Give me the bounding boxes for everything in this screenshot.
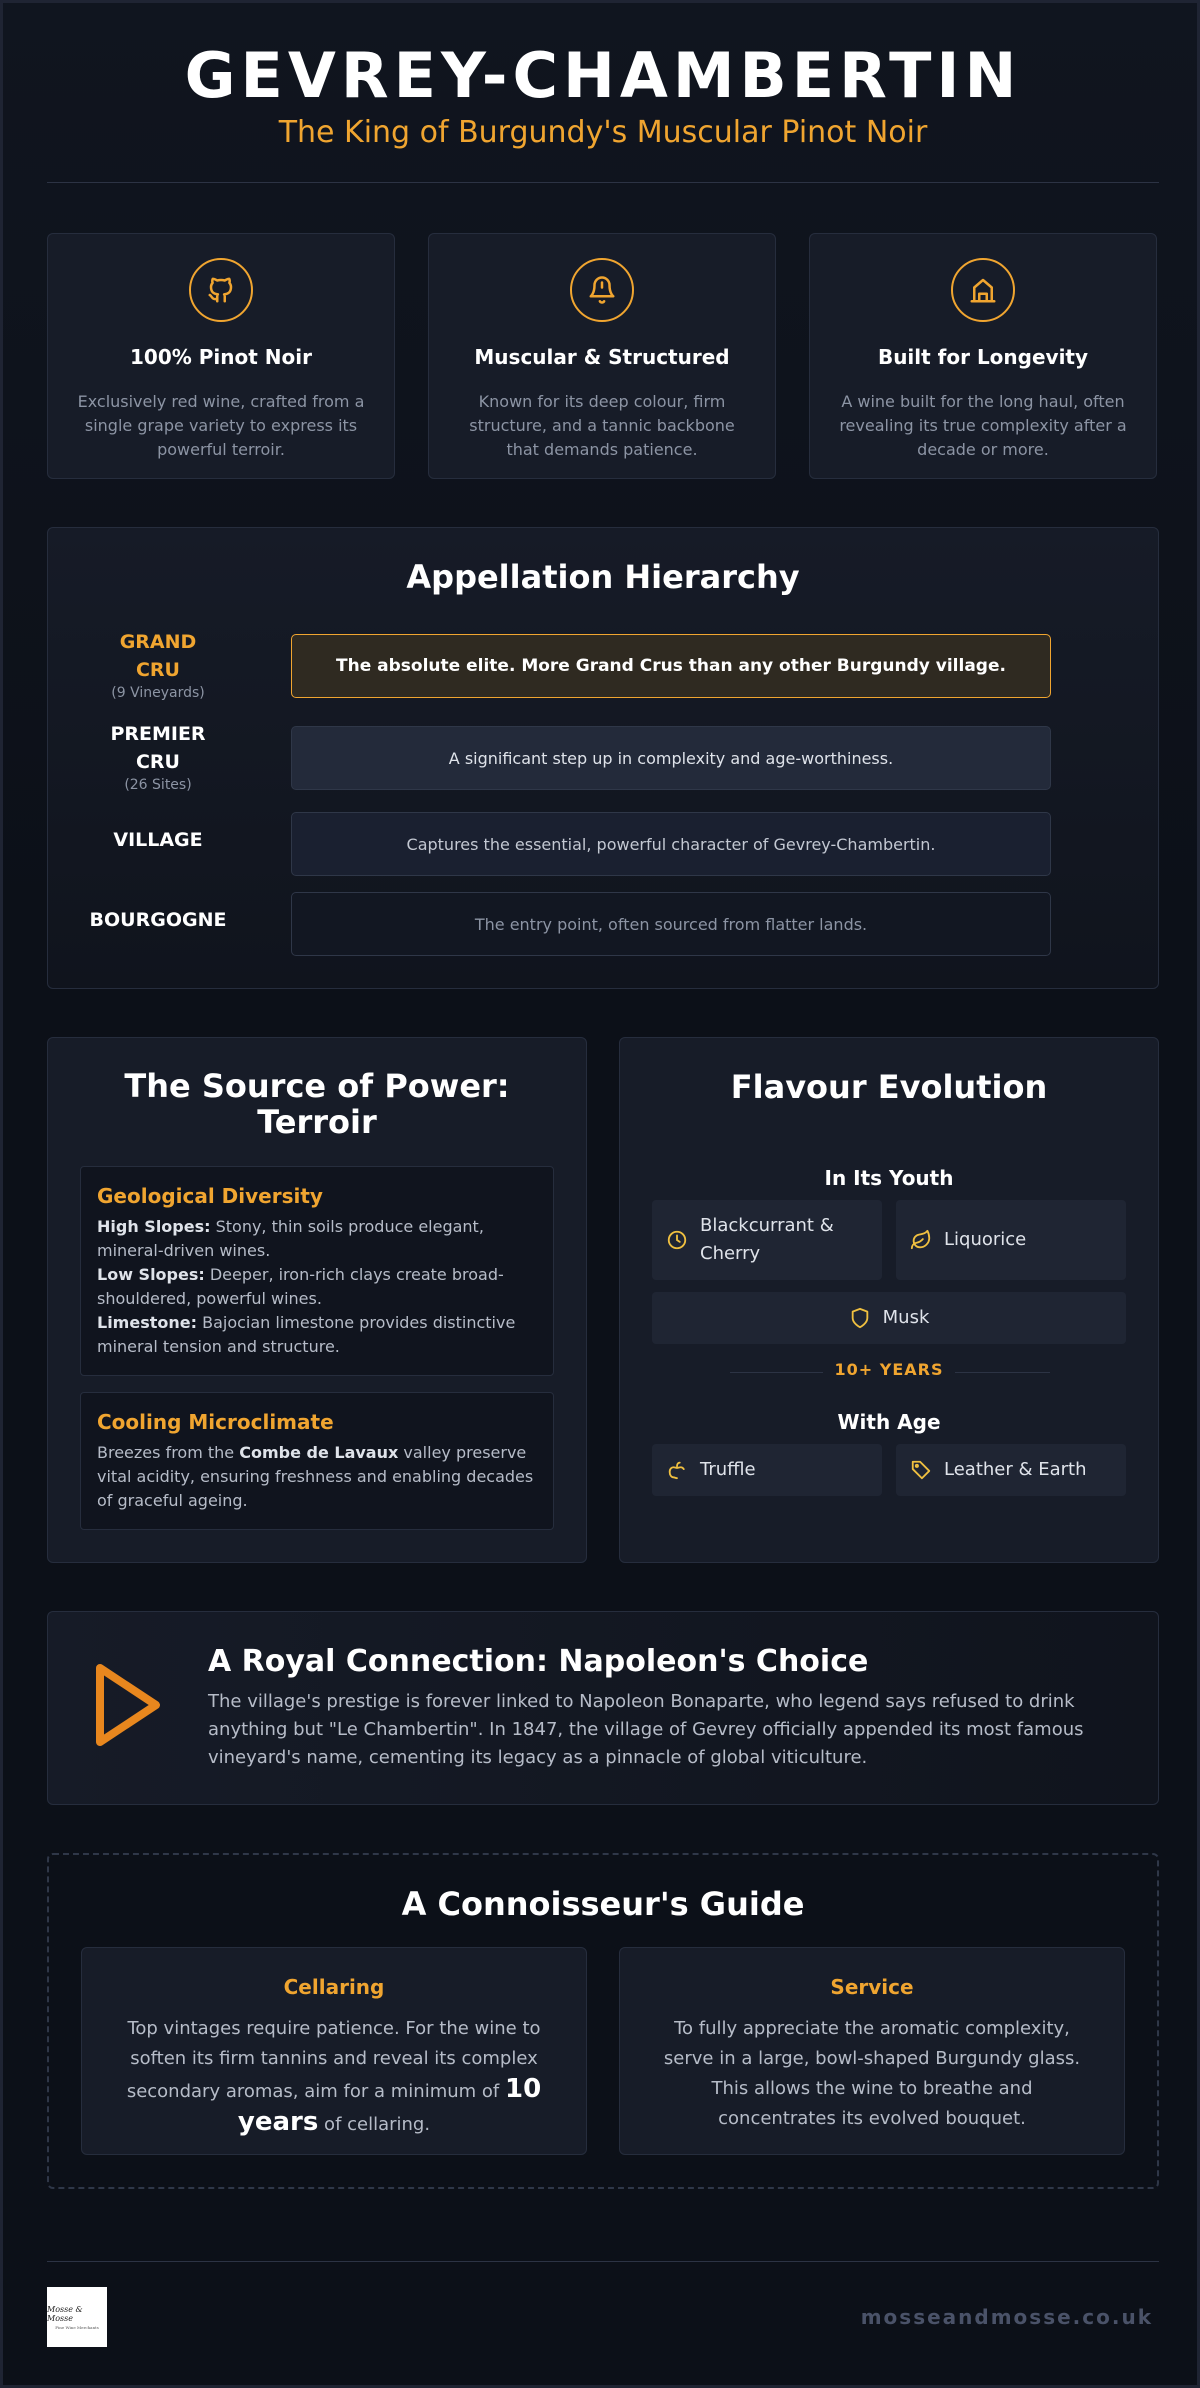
royal-panel — [47, 1611, 1159, 1805]
youth-heading: In Its Youth — [824, 1166, 954, 1190]
flavour-chip-leather: Leather & Earth — [896, 1444, 1126, 1496]
feature-title: Built for Longevity — [877, 345, 1089, 369]
guide-panel — [47, 1853, 1159, 2189]
leaf-icon — [910, 1229, 932, 1251]
feature-title: Muscular & Structured — [474, 345, 730, 369]
climate-title: Cooling Microclimate — [97, 1410, 334, 1434]
tier-box-village: Captures the essential, powerful character of Gevrey-Chambertin. — [291, 812, 1051, 876]
royal-title: A Royal Connection: Napoleon's Choice — [208, 1644, 869, 1679]
guide-title: A Connoisseur's Guide — [401, 1885, 805, 1923]
page-header — [3, 39, 1200, 151]
flavour-chip-truffle: Truffle — [652, 1444, 882, 1496]
page-subtitle: The King of Burgundy's Muscular Pinot Noir — [278, 115, 928, 150]
company-logo[interactable]: Mosse & Mosse Fine Wine Merchants — [47, 2287, 107, 2347]
cellaring-text: Top vintages require patience. For the wine to soften its firm tannins and reveal its complex secondary aromas, aim for a minimum of 10 years of cellaring. — [126, 2018, 542, 2137]
tier-box-grand-cru: The absolute elite. More Grand Crus than any other Burgundy village. — [291, 634, 1051, 698]
building-icon — [951, 258, 1015, 322]
feature-card-pinot — [47, 233, 395, 479]
tier-box-bourgogne: The entry point, often sourced from flatter lands. — [291, 892, 1051, 956]
geology-box — [80, 1166, 554, 1376]
geology-title: Geological Diversity — [97, 1184, 323, 1208]
tier-label-village: VILLAGE — [113, 829, 203, 851]
flavour-title: Flavour Evolution — [730, 1068, 1048, 1106]
terroir-title: The Source of Power: Terroir — [124, 1067, 510, 1141]
feature-text: A wine built for the long haul, often revealing its true complexity after a decade or more. — [839, 392, 1127, 459]
feature-text: Exclusively red wine, crafted from a single grape variety to express its powerful terroir. — [77, 392, 365, 459]
feature-title: 100% Pinot Noir — [130, 345, 312, 369]
flavour-chip-blackcurrant: Blackcurrant & Cherry — [652, 1200, 882, 1280]
page-title: GEVREY-CHAMBERTIN — [184, 39, 1022, 112]
flavour-chip-musk: Musk — [652, 1292, 1126, 1344]
website-link[interactable]: mosseandmosse.co.uk — [860, 2305, 1153, 2329]
feature-card-longevity — [809, 233, 1157, 479]
feature-card-structure — [428, 233, 776, 479]
cellaring-title: Cellaring — [283, 1975, 385, 1999]
climate-text: Breezes from the Combe de Lavaux valley preserve vital acidity, ensuring freshness and enabling decades of graceful ageing. — [97, 1443, 534, 1510]
clock-icon — [666, 1229, 688, 1251]
royal-text: The village's prestige is forever linked to Napoleon Bonaparte, who legend says refused to drink anything but "Le Chambertin". In 1847, the village of Gevrey officially appended its most famous vineyard's name, cementing its legacy as a pinnacle of global viticulture. — [208, 1691, 1084, 1768]
grape-icon — [189, 258, 253, 322]
shield-icon — [849, 1307, 871, 1329]
age-heading: With Age — [837, 1410, 941, 1434]
tier-label-premier-cru: PREMIER CRU (26 Sites) — [63, 720, 253, 794]
climate-box — [80, 1392, 554, 1530]
tier-label-grand-cru: GRAND CRU (9 Vineyards) — [63, 628, 253, 702]
tier-count: (9 Vineyards) — [111, 685, 205, 701]
apple-icon — [666, 1459, 688, 1481]
footer-divider — [47, 2261, 1159, 2262]
tier-count: (26 Sites) — [124, 777, 192, 793]
service-title: Service — [830, 1975, 914, 1999]
terroir-panel — [47, 1037, 587, 1563]
hierarchy-panel — [47, 527, 1159, 989]
header-divider — [47, 182, 1159, 183]
play-icon — [94, 1662, 164, 1748]
flavour-panel — [619, 1037, 1159, 1563]
cellaring-card — [81, 1947, 587, 2155]
tag-icon — [910, 1459, 932, 1481]
muscle-icon — [570, 258, 634, 322]
tier-box-premier-cru: A significant step up in complexity and age-worthiness. — [291, 726, 1051, 790]
service-text: To fully appreciate the aromatic complexity, serve in a large, bowl-shaped Burgundy glass. This allows the wine to breathe and concentrates its evolved bouquet. — [663, 2018, 1081, 2129]
hierarchy-title: Appellation Hierarchy — [406, 558, 800, 596]
geology-text: High Slopes: Stony, thin soils produce elegant, mineral-driven wines. Low Slopes: Deeper, iron-rich clays create broad-shouldered, powerful wines. Limestone: Bajocian limestone provides distinctive mineral tension and structure. — [97, 1217, 516, 1356]
feature-text: Known for its deep colour, firm structure, and a tannic backbone that demands patience. — [469, 392, 735, 459]
years-divider-label: 10+ YEARS — [823, 1360, 956, 1379]
tier-label-bourgogne: BOURGOGNE — [89, 909, 227, 931]
flavour-chip-liquorice: Liquorice — [896, 1200, 1126, 1280]
service-card — [619, 1947, 1125, 2155]
